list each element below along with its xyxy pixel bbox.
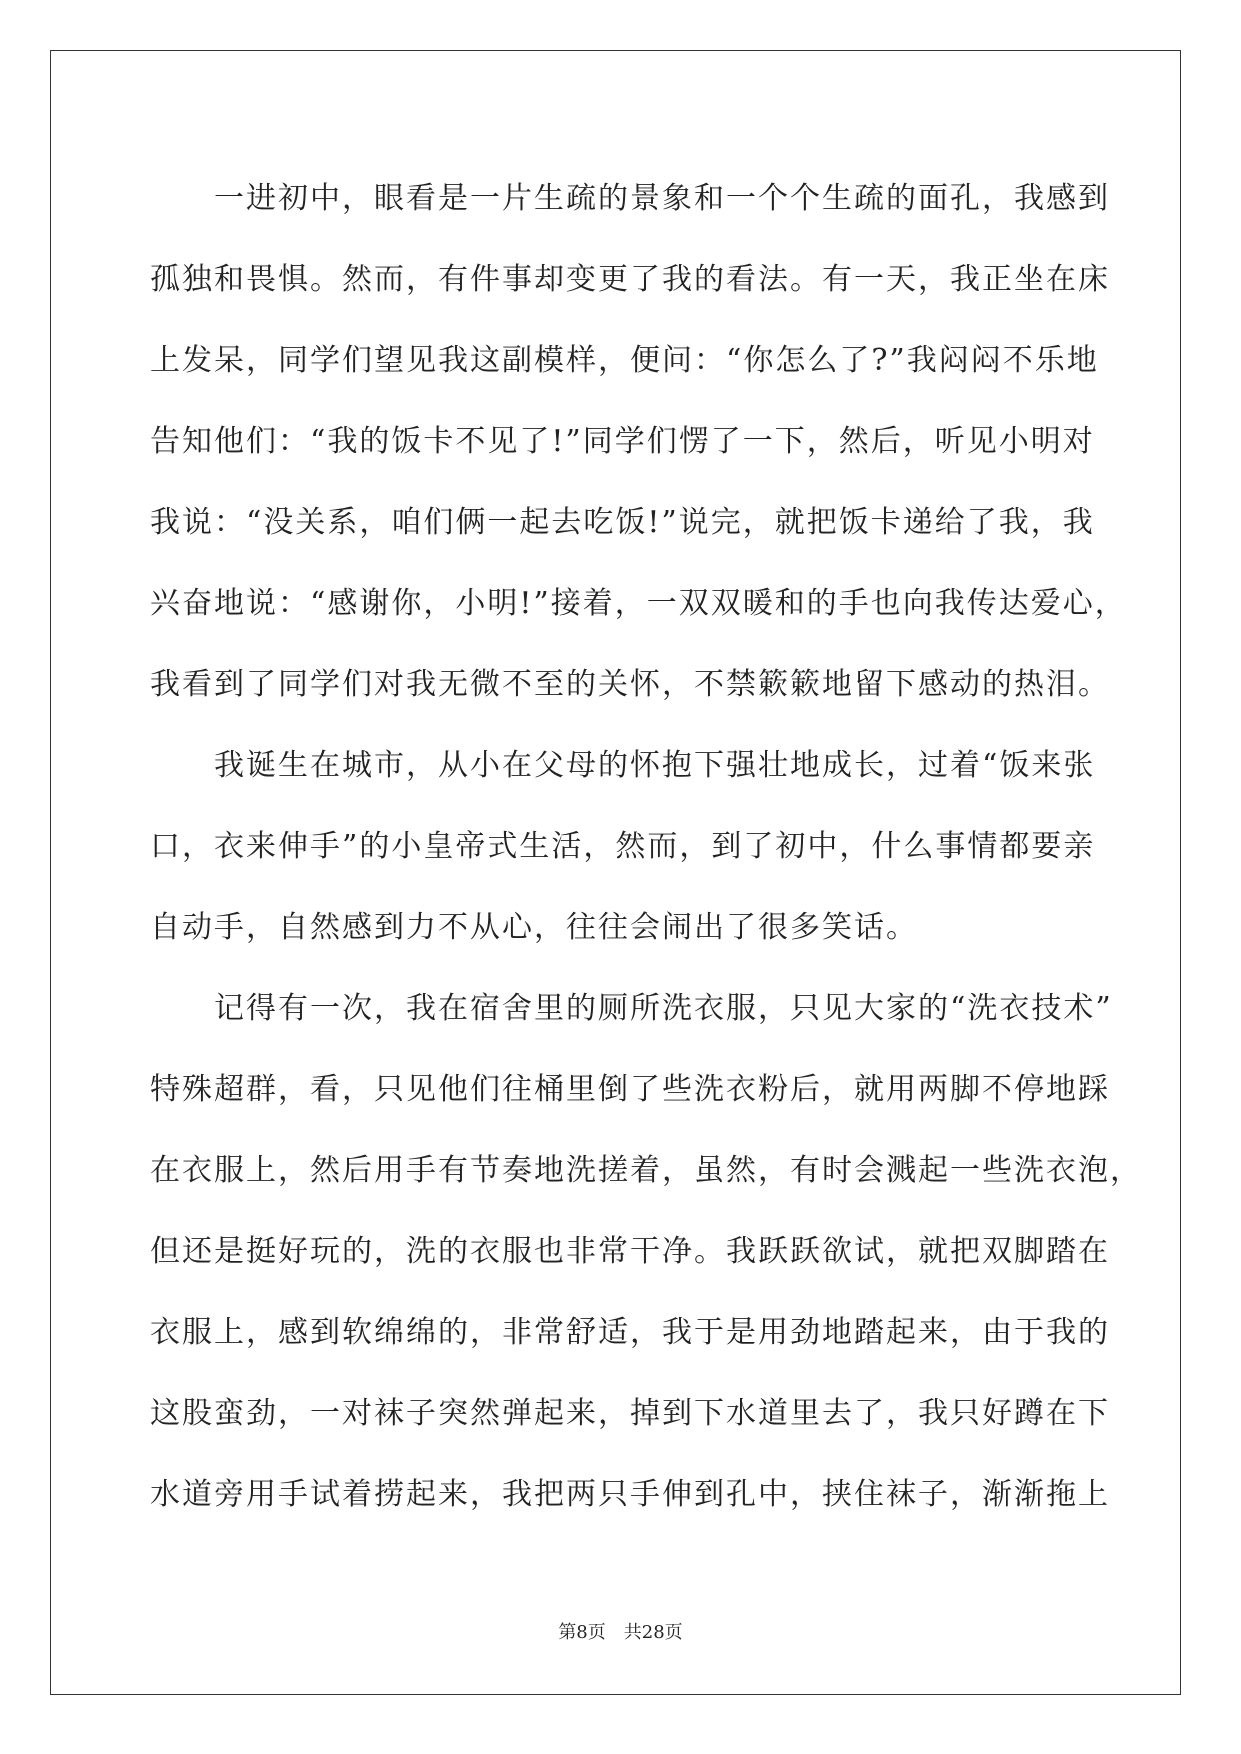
paragraph-3-line-3: 在衣服上，然后用手有节奏地洗搓着，虽然，有时会溅起一些洗衣泡， (150, 1153, 1142, 1188)
paragraph-1-line-7: 我看到了同学们对我无微不至的关怀，不禁簌簌地留下感动的热泪。 (150, 667, 1110, 702)
paragraph-2-line-2: 口，衣来伸手”的小皇帝式生活，然而，到了初中，什么事情都要亲 (150, 829, 1096, 864)
paragraph-1-line-4: 告知他们：“我的饭卡不见了!”同学们愣了一下，然后，听见小明对 (150, 424, 1095, 459)
paragraph-3-line-2: 特殊超群，看，只见他们往桶里倒了些洗衣粉后，就用两脚不停地踩 (150, 1072, 1110, 1107)
paragraph-3-line-1: 记得有一次，我在宿舍里的厕所洗衣服，只见大家的“洗衣技术” (214, 991, 1113, 1026)
page-total: 共28页 (623, 1622, 683, 1643)
paragraph-2-line-3: 自动手，自然感到力不从心，往往会闹出了很多笑话。 (150, 910, 918, 945)
paragraph-1-line-2: 孤独和畏惧。然而，有件事却变更了我的看法。有一天，我正坐在床 (150, 262, 1110, 297)
paragraph-3-line-6: 这股蛮劲，一对袜子突然弹起来，掉到下水道里去了，我只好蹲在下 (150, 1396, 1110, 1431)
paragraph-1-line-3: 上发呆，同学们望见我这副模样，便问：“你怎么了?”我闷闷不乐地 (150, 343, 1099, 378)
page-number: 第8页 (558, 1622, 606, 1643)
paragraph-2-line-1: 我诞生在城市，从小在父母的怀抱下强壮地成长，过着“饭来张 (214, 748, 1096, 783)
document-body (150, 158, 1142, 1535)
paragraph-3-line-4: 但还是挺好玩的，洗的衣服也非常干净。我跃跃欲试，就把双脚踏在 (150, 1234, 1110, 1269)
page-footer (0, 1618, 1241, 1644)
paragraph-3-line-5: 衣服上，感到软绵绵的，非常舒适，我于是用劲地踏起来，由于我的 (150, 1315, 1110, 1350)
paragraph-1-line-1: 一进初中，眼看是一片生疏的景象和一个个生疏的面孔，我感到 (214, 181, 1110, 216)
paragraph-1-line-5: 我说：“没关系，咱们俩一起去吃饭!”说完，就把饭卡递给了我，我 (150, 505, 1095, 540)
paragraph-3-line-7: 水道旁用手试着捞起来，我把两只手伸到孔中，挟住袜子，渐渐拖上 (150, 1477, 1110, 1512)
paragraph-1-line-6: 兴奋地说：“感谢你，小明!”接着，一双双暖和的手也向我传达爱心， (150, 586, 1127, 621)
